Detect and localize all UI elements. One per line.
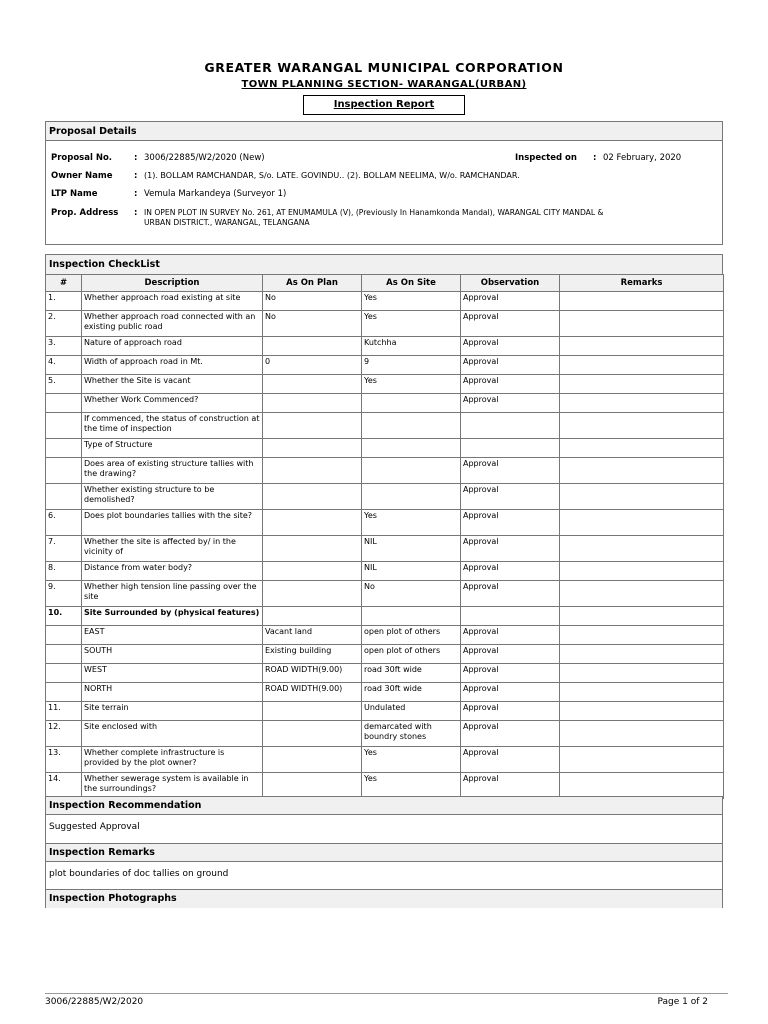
footer-divider — [45, 993, 728, 994]
row-observation: Approval — [461, 645, 560, 664]
row-description: If commenced, the status of construction at the time of inspection — [82, 413, 263, 439]
org-title: GREATER WARANGAL MUNICIPAL CORPORATION — [204, 60, 564, 75]
recommendation-text: Suggested Approval — [49, 822, 140, 832]
table-row — [46, 337, 724, 356]
row-description: SOUTH — [82, 645, 263, 664]
table-row — [46, 607, 724, 626]
col-header-observation: Observation — [461, 275, 560, 292]
remarks-box — [45, 843, 723, 890]
row-remarks — [560, 626, 724, 645]
checklist-box — [45, 254, 723, 275]
row-number: 10. — [46, 607, 82, 626]
row-as-on-plan — [263, 721, 362, 747]
row-number: 9. — [46, 581, 82, 607]
row-as-on-site: open plot of others — [362, 645, 461, 664]
report-title: Inspection Report — [333, 99, 435, 110]
colon: : — [134, 153, 138, 163]
row-as-on-plan — [263, 458, 362, 484]
footer-proposal-id: 3006/22885/W2/2020 — [45, 997, 144, 1007]
row-as-on-site: Yes — [362, 292, 461, 311]
table-row — [46, 356, 724, 375]
row-observation: Approval — [461, 773, 560, 799]
row-number — [46, 626, 82, 645]
owner-row — [51, 171, 719, 183]
row-remarks — [560, 773, 724, 799]
row-as-on-site — [362, 394, 461, 413]
remarks-title: Inspection Remarks — [46, 844, 722, 862]
row-as-on-site: Undulated — [362, 702, 461, 721]
row-description: Site enclosed with — [82, 721, 263, 747]
proposal-no-row — [51, 153, 711, 165]
row-as-on-site: No — [362, 581, 461, 607]
row-description: Whether high tension line passing over the site — [82, 581, 263, 607]
row-observation: Approval — [461, 337, 560, 356]
row-description: Whether the site is affected by/ in the vicinity of — [82, 536, 263, 562]
row-as-on-plan — [263, 394, 362, 413]
row-remarks — [560, 702, 724, 721]
row-number — [46, 394, 82, 413]
row-description: Site Surrounded by (physical features) — [82, 607, 263, 626]
table-row — [46, 375, 724, 394]
col-header-description: Description — [82, 275, 263, 292]
row-as-on-plan: No — [263, 311, 362, 337]
table-row — [46, 484, 724, 510]
colon: : — [593, 153, 597, 163]
row-remarks — [560, 292, 724, 311]
row-as-on-plan — [263, 413, 362, 439]
row-observation: Approval — [461, 375, 560, 394]
row-description: Whether sewerage system is available in the surroundings? — [82, 773, 263, 799]
table-row — [46, 683, 724, 702]
table-row — [46, 311, 724, 337]
row-as-on-plan — [263, 510, 362, 536]
row-number — [46, 413, 82, 439]
row-observation: Approval — [461, 721, 560, 747]
remarks-text: plot boundaries of doc tallies on ground — [49, 869, 229, 879]
table-row — [46, 458, 724, 484]
checklist-table — [45, 274, 724, 799]
row-as-on-plan — [263, 773, 362, 799]
row-description: Distance from water body? — [82, 562, 263, 581]
recommendation-title: Inspection Recommendation — [46, 797, 722, 815]
row-number: 1. — [46, 292, 82, 311]
row-number: 6. — [46, 510, 82, 536]
row-as-on-plan — [263, 536, 362, 562]
photos-box — [45, 889, 723, 908]
row-observation: Approval — [461, 664, 560, 683]
colon: : — [134, 208, 138, 218]
footer-page-number: Page 1 of 2 — [657, 997, 708, 1007]
row-number: 4. — [46, 356, 82, 375]
table-row — [46, 645, 724, 664]
row-observation: Approval — [461, 626, 560, 645]
inspected-on-label: Inspected on — [515, 153, 577, 163]
row-remarks — [560, 458, 724, 484]
row-remarks — [560, 721, 724, 747]
row-observation: Approval — [461, 356, 560, 375]
row-observation: Approval — [461, 536, 560, 562]
row-as-on-plan — [263, 607, 362, 626]
row-observation: Approval — [461, 510, 560, 536]
row-remarks — [560, 562, 724, 581]
row-number — [46, 664, 82, 683]
photos-title: Inspection Photographs — [46, 890, 722, 908]
table-row — [46, 562, 724, 581]
row-description: Whether Work Commenced? — [82, 394, 263, 413]
colon: : — [134, 171, 138, 181]
table-row — [46, 702, 724, 721]
row-description: Does area of existing structure tallies with the drawing? — [82, 458, 263, 484]
table-row — [46, 413, 724, 439]
row-number: 3. — [46, 337, 82, 356]
row-description: Width of approach road in Mt. — [82, 356, 263, 375]
proposal-details-box — [45, 121, 723, 245]
col-header-number: # — [46, 275, 82, 292]
section-title — [0, 79, 768, 90]
row-as-on-plan — [263, 747, 362, 773]
row-number: 14. — [46, 773, 82, 799]
row-remarks — [560, 747, 724, 773]
row-as-on-site — [362, 439, 461, 458]
row-description: Whether approach road connected with an existing public road — [82, 311, 263, 337]
row-as-on-plan — [263, 562, 362, 581]
row-as-on-plan — [263, 337, 362, 356]
section-title-text: TOWN PLANNING SECTION- WARANGAL(URBAN) — [241, 79, 527, 90]
row-observation: Approval — [461, 484, 560, 510]
row-number: 7. — [46, 536, 82, 562]
row-as-on-plan: Vacant land — [263, 626, 362, 645]
row-observation: Approval — [461, 311, 560, 337]
table-row — [46, 581, 724, 607]
row-number: 12. — [46, 721, 82, 747]
row-as-on-site: demarcated with boundry stones — [362, 721, 461, 747]
row-as-on-plan: ROAD WIDTH(9.00) — [263, 664, 362, 683]
row-as-on-plan: 0 — [263, 356, 362, 375]
row-remarks — [560, 536, 724, 562]
row-as-on-site: open plot of others — [362, 626, 461, 645]
row-remarks — [560, 484, 724, 510]
owner-label: Owner Name — [51, 171, 113, 181]
row-as-on-plan — [263, 581, 362, 607]
row-observation — [461, 607, 560, 626]
col-header-as-on-site: As On Site — [362, 275, 461, 292]
checklist-title: Inspection CheckList — [46, 255, 722, 275]
recommendation-box — [45, 796, 723, 844]
address-row — [51, 208, 719, 232]
row-number — [46, 484, 82, 510]
proposal-no-value: 3006/22885/W2/2020 (New) — [144, 153, 265, 163]
inspected-on-value: 02 February, 2020 — [603, 153, 682, 163]
row-remarks — [560, 356, 724, 375]
row-description: EAST — [82, 626, 263, 645]
row-observation — [461, 439, 560, 458]
table-row — [46, 626, 724, 645]
row-remarks — [560, 375, 724, 394]
ltp-value: Vemula Markandeya (Surveyor 1) — [144, 189, 287, 199]
col-header-remarks: Remarks — [560, 275, 724, 292]
row-remarks — [560, 664, 724, 683]
row-as-on-site — [362, 413, 461, 439]
row-description: Nature of approach road — [82, 337, 263, 356]
row-description: NORTH — [82, 683, 263, 702]
row-as-on-site: NIL — [362, 536, 461, 562]
row-number: 13. — [46, 747, 82, 773]
row-remarks — [560, 337, 724, 356]
row-as-on-site: Yes — [362, 510, 461, 536]
row-number: 2. — [46, 311, 82, 337]
row-description: WEST — [82, 664, 263, 683]
row-as-on-plan: Existing building — [263, 645, 362, 664]
row-as-on-plan: ROAD WIDTH(9.00) — [263, 683, 362, 702]
row-remarks — [560, 607, 724, 626]
row-number: 11. — [46, 702, 82, 721]
row-number: 8. — [46, 562, 82, 581]
table-row — [46, 664, 724, 683]
row-as-on-plan — [263, 375, 362, 394]
ltp-label: LTP Name — [51, 189, 98, 199]
table-row — [46, 510, 724, 536]
row-remarks — [560, 581, 724, 607]
row-number — [46, 458, 82, 484]
row-observation: Approval — [461, 458, 560, 484]
table-row — [46, 773, 724, 799]
checklist-header-row — [46, 275, 724, 292]
row-description: Whether existing structure to be demolished? — [82, 484, 263, 510]
row-as-on-site: NIL — [362, 562, 461, 581]
address-value-line1: IN OPEN PLOT IN SURVEY No. 261, AT ENUMAMULA (V), (Previously In Hanamkonda Mandal), WARANGAL CITY MANDAL & — [144, 208, 604, 217]
row-remarks — [560, 510, 724, 536]
row-remarks — [560, 311, 724, 337]
table-row — [46, 394, 724, 413]
row-as-on-plan — [263, 702, 362, 721]
row-as-on-site: Yes — [362, 747, 461, 773]
col-header-as-on-plan: As On Plan — [263, 275, 362, 292]
row-description: Site terrain — [82, 702, 263, 721]
row-as-on-site: road 30ft wide — [362, 664, 461, 683]
row-number — [46, 439, 82, 458]
row-observation — [461, 413, 560, 439]
address-value-line2: URBAN DISTRICT., WARANGAL, TELANGANA — [144, 218, 310, 227]
table-row — [46, 721, 724, 747]
row-description: Whether complete infrastructure is provided by the plot owner? — [82, 747, 263, 773]
row-as-on-site: Yes — [362, 311, 461, 337]
row-as-on-site: Yes — [362, 773, 461, 799]
row-description: Does plot boundaries tallies with the site? — [82, 510, 263, 536]
row-as-on-site: 9 — [362, 356, 461, 375]
row-as-on-site — [362, 458, 461, 484]
row-remarks — [560, 413, 724, 439]
address-label: Prop. Address — [51, 208, 119, 218]
row-as-on-site — [362, 484, 461, 510]
row-observation: Approval — [461, 581, 560, 607]
proposal-details-title: Proposal Details — [46, 122, 722, 141]
report-title-box — [303, 95, 465, 115]
table-row — [46, 536, 724, 562]
row-as-on-site: road 30ft wide — [362, 683, 461, 702]
row-description: Whether approach road existing at site — [82, 292, 263, 311]
row-number — [46, 645, 82, 664]
row-remarks — [560, 439, 724, 458]
row-observation: Approval — [461, 683, 560, 702]
row-description: Type of Structure — [82, 439, 263, 458]
colon: : — [134, 189, 138, 199]
row-observation: Approval — [461, 292, 560, 311]
row-as-on-site — [362, 607, 461, 626]
row-number: 5. — [46, 375, 82, 394]
table-row — [46, 747, 724, 773]
table-row — [46, 292, 724, 311]
row-observation: Approval — [461, 702, 560, 721]
row-as-on-plan — [263, 484, 362, 510]
owner-value: (1). BOLLAM RAMCHANDAR, S/o. LATE. GOVINDU.. (2). BOLLAM NEELIMA, W/o. RAMCHANDAR. — [144, 171, 520, 180]
table-row — [46, 439, 724, 458]
row-number — [46, 683, 82, 702]
row-remarks — [560, 683, 724, 702]
row-description: Whether the Site is vacant — [82, 375, 263, 394]
row-as-on-site: Yes — [362, 375, 461, 394]
row-as-on-plan: No — [263, 292, 362, 311]
row-remarks — [560, 394, 724, 413]
row-remarks — [560, 645, 724, 664]
row-observation: Approval — [461, 747, 560, 773]
ltp-row — [51, 189, 719, 201]
row-observation: Approval — [461, 562, 560, 581]
row-as-on-plan — [263, 439, 362, 458]
row-observation: Approval — [461, 394, 560, 413]
proposal-no-label: Proposal No. — [51, 153, 113, 163]
row-as-on-site: Kutchha — [362, 337, 461, 356]
